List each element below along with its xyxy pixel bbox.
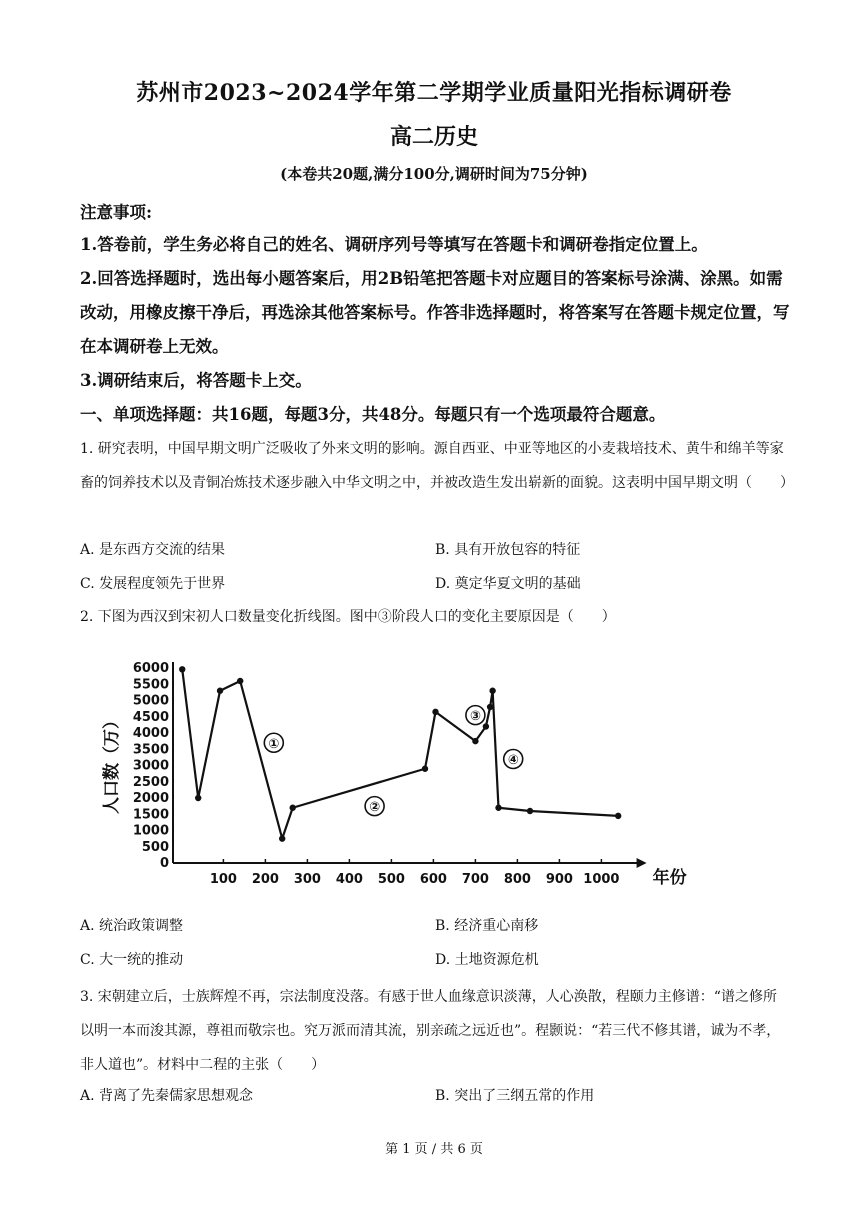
y-tick-label: 500 bbox=[141, 839, 169, 855]
notice-item-1: 1.答卷前，学生务必将自己的姓名、调研序列号等填写在答题卡和调研卷指定位置上。 bbox=[80, 235, 708, 254]
population-series bbox=[179, 666, 621, 842]
data-point bbox=[527, 808, 533, 814]
x-tick-label: 500 bbox=[377, 872, 405, 887]
question-1-option-a[interactable]: A. 是东西方交流的结果 bbox=[80, 542, 226, 558]
stage-marker-label: ② bbox=[369, 800, 381, 816]
data-point bbox=[495, 805, 501, 811]
y-tick-label: 5000 bbox=[132, 693, 169, 709]
question-2-option-a[interactable]: A. 统治政策调整 bbox=[80, 918, 184, 934]
y-tick-label: 6000 bbox=[132, 661, 169, 676]
y-tick-label: 2000 bbox=[132, 791, 169, 806]
data-point bbox=[487, 704, 493, 710]
page-footer: 第 1 页 / 共 6 页 bbox=[385, 1142, 483, 1157]
question-2-option-b[interactable]: B. 经济重心南移 bbox=[435, 918, 539, 934]
data-point bbox=[432, 709, 438, 715]
notice-item-2: 2.回答选择题时，选出每小题答案后，用2B铅笔把答题卡对应题目的答案标号涂满、涂黑。如需改动，用橡皮擦干净后，再选涂其他答案标号。作答非选择题时，将答案写在答题卡规定位置，写在本调研卷上无效。 bbox=[80, 269, 790, 356]
y-tick-label: 4500 bbox=[132, 709, 169, 725]
x-tick-label: 900 bbox=[545, 872, 573, 887]
y-tick-label: 1000 bbox=[132, 823, 169, 839]
exam-info: (本卷共20题,满分100分,调研时间为75分钟) bbox=[280, 165, 588, 183]
x-tick-label: 1000 bbox=[583, 872, 620, 887]
section-heading: 一、单项选择题：共16题，每题3分，共48分。每题只有一个选项最符合题意。 bbox=[80, 405, 666, 424]
data-point bbox=[237, 678, 243, 684]
stage-labels bbox=[264, 706, 522, 816]
notice-item-3: 3.调研结束后，将答题卡上交。 bbox=[80, 371, 312, 390]
data-point bbox=[290, 805, 296, 811]
question-2-stem: 2. 下图为西汉到宋初人口数量变化折线图。图中③阶段人口的变化主要原因是（ ） bbox=[80, 609, 616, 625]
y-tick-label: 2500 bbox=[132, 774, 169, 790]
data-point bbox=[615, 813, 621, 819]
exam-title: 苏州市2023~2024学年第二学期学业质量阳光指标调研卷 bbox=[136, 80, 732, 106]
question-3-stem: 3. 宋朝建立后，士族辉煌不再，宗法制度没落。有感于世人血缘意识淡薄，人心涣散，程颐力主修谱：“谱之修所以明一本而浚其源，尊祖而敬宗也。究万派而清其流，别亲疏之远近也”。程颢说：“若三代不修其谱，诚为不孝，非人道也”。材料中二程的主张（ ） bbox=[80, 989, 781, 1073]
data-point bbox=[422, 766, 428, 772]
y-tick-label: 3000 bbox=[132, 758, 169, 774]
question-1-option-c[interactable]: C. 发展程度领先于世界 bbox=[80, 576, 226, 592]
question-1-option-d[interactable]: D. 奠定华夏文明的基础 bbox=[435, 576, 581, 592]
data-point bbox=[217, 688, 223, 694]
question-2-option-c[interactable]: C. 大一统的推动 bbox=[80, 952, 184, 968]
data-point bbox=[279, 835, 285, 841]
stage-marker-label: ① bbox=[268, 736, 280, 752]
stage-marker-label: ④ bbox=[507, 753, 519, 768]
notice-heading: 注意事项: bbox=[80, 203, 153, 222]
data-point bbox=[483, 723, 489, 729]
population-line-chart bbox=[95, 648, 687, 896]
y-axis-label: 人口数（万） bbox=[102, 712, 122, 814]
y-tick-label: 4000 bbox=[132, 726, 169, 741]
subject-title: 高二历史 bbox=[389, 124, 478, 150]
question-3-option-b[interactable]: B. 突出了三纲五常的作用 bbox=[435, 1088, 595, 1104]
stage-marker-label: ③ bbox=[469, 709, 481, 725]
y-axis-ticks bbox=[133, 661, 169, 871]
y-tick-label: 5500 bbox=[132, 677, 169, 693]
x-tick-label: 600 bbox=[419, 872, 447, 887]
question-1-option-b[interactable]: B. 具有开放包容的特征 bbox=[435, 542, 581, 558]
x-tick-label: 800 bbox=[503, 872, 531, 887]
data-point bbox=[472, 738, 478, 744]
x-tick-label: 100 bbox=[209, 872, 237, 887]
data-point bbox=[195, 795, 201, 801]
data-point bbox=[489, 688, 495, 694]
x-axis-label: 年份 bbox=[652, 868, 687, 888]
y-tick-label: 0 bbox=[159, 856, 169, 871]
question-2-option-d[interactable]: D. 土地资源危机 bbox=[435, 952, 539, 968]
x-tick-label: 400 bbox=[335, 872, 363, 887]
x-tick-label: 700 bbox=[461, 872, 489, 887]
population-line bbox=[182, 669, 618, 838]
data-point bbox=[179, 666, 185, 672]
question-1-stem: 1. 研究表明，中国早期文明广泛吸收了外来文明的影响。源自西亚、中亚等地区的小麦栽培技术、黄牛和绵羊等家畜的饲养技术以及青铜冶炼技术逐步融入中华文明之中，并被改造生发出崭新的面貌。这表明中国早期文明（ ） bbox=[80, 441, 794, 491]
x-axis-arrow bbox=[637, 858, 647, 868]
question-3-option-a[interactable]: A. 背离了先秦儒家思想观念 bbox=[80, 1088, 254, 1104]
y-tick-label: 1500 bbox=[132, 807, 169, 823]
x-tick-label: 300 bbox=[293, 872, 321, 887]
y-tick-label: 3500 bbox=[132, 742, 169, 758]
x-tick-label: 200 bbox=[251, 872, 279, 887]
